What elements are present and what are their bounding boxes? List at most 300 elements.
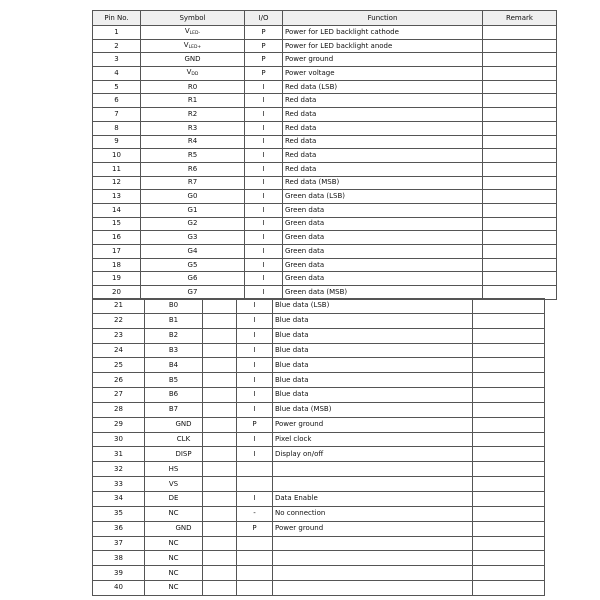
pin-number-cell: 23 [93,328,145,343]
remark-cell [473,506,545,521]
io-cell: I [237,402,273,417]
function-cell: Blue data [273,343,473,358]
symbol-text: G5 [187,260,198,269]
function-cell: Power for LED backlight anode [283,39,483,53]
io-cell: I [245,217,283,231]
spacer-cell [203,521,237,536]
symbol-cell [145,491,203,506]
remark-cell [473,462,545,477]
io-cell: I [245,176,283,190]
symbol-text: G1 [187,205,198,214]
table-row [93,313,545,328]
io-cell [237,462,273,477]
spacer-cell [203,388,237,403]
function-cell [273,581,473,596]
remark-cell [473,551,545,566]
pin-number-cell: 25 [93,358,145,373]
pin-number-cell: 16 [93,231,141,245]
function-cell: Red data [283,121,483,135]
remark-cell [473,491,545,506]
symbol-cell [145,299,203,314]
function-cell: Red data [283,94,483,108]
pin-number-cell: 29 [93,417,145,432]
symbol-cell [145,388,203,403]
symbol-cell [141,176,245,190]
table-row [93,190,557,204]
symbol-cell [145,432,203,447]
symbol-cell [145,313,203,328]
remark-cell [473,328,545,343]
remark-cell [483,245,557,259]
pin-number-cell: 14 [93,203,141,217]
spacer-cell [203,299,237,314]
pin-number-cell: 33 [93,477,145,492]
pin-number-cell: 30 [93,432,145,447]
symbol-cell [145,328,203,343]
table-row [93,343,545,358]
pin-number-cell: 9 [93,135,141,149]
table-row [93,176,557,190]
function-cell [273,462,473,477]
io-cell [237,536,273,551]
function-cell: Power for LED backlight cathode [283,26,483,40]
spacer-cell [203,373,237,388]
io-cell: P [245,67,283,81]
function-cell: Green data (LSB) [283,190,483,204]
header-function: Function [283,11,483,26]
symbol-text: G2 [187,219,198,228]
io-cell: I [237,328,273,343]
pin-number-cell: 1 [93,26,141,40]
remark-cell [473,299,545,314]
remark-cell [483,203,557,217]
spacer-cell [203,447,237,462]
io-cell: I [237,313,273,328]
function-cell: Red data (MSB) [283,176,483,190]
spacer-cell [203,581,237,596]
io-cell: I [237,373,273,388]
pin-number-cell: 13 [93,190,141,204]
function-cell: No connection [273,506,473,521]
io-cell [237,477,273,492]
spacer-cell [203,491,237,506]
symbol-cell [145,402,203,417]
header-remark: Remark [483,11,557,26]
function-cell [273,536,473,551]
io-cell: I [237,491,273,506]
table-row [93,149,557,163]
pin-number-cell: 7 [93,108,141,122]
symbol-text: B2 [168,331,179,340]
symbol-text: B3 [168,345,179,354]
symbol-cell [141,149,245,163]
symbol-cell [145,358,203,373]
table-row [93,67,557,81]
symbol-text: R0 [187,82,198,91]
table-row [93,217,557,231]
symbol-cell [145,447,203,462]
pin-number-cell: 5 [93,80,141,94]
table-row [93,203,557,217]
function-cell: Red data [283,149,483,163]
symbol-text: V [186,68,192,77]
symbol-subscript: DD [191,72,199,78]
pin-number-cell: 24 [93,343,145,358]
io-cell: I [245,80,283,94]
table-row [93,551,545,566]
spacer-cell [203,462,237,477]
symbol-text: R4 [187,137,198,146]
function-cell: Green data (MSB) [283,286,483,300]
io-cell: I [245,272,283,286]
remark-cell [483,231,557,245]
header-symbol: Symbol [141,11,245,26]
function-cell: Red data [283,162,483,176]
remark-cell [483,108,557,122]
pin-number-cell: 38 [93,551,145,566]
spacer-cell [203,506,237,521]
spacer-cell [203,343,237,358]
table-row [93,536,545,551]
remark-cell [473,477,545,492]
io-cell: P [237,417,273,432]
remark-cell [483,162,557,176]
function-cell: Red data (LSB) [283,80,483,94]
function-cell: Power ground [273,521,473,536]
remark-cell [473,432,545,447]
io-cell: I [237,388,273,403]
table-row [93,39,557,53]
pin-number-cell: 36 [93,521,145,536]
io-cell [237,551,273,566]
symbol-text: R7 [187,178,198,187]
symbol-cell [141,272,245,286]
table-header-row [93,11,557,26]
symbol-text: V [183,40,189,49]
spacer-cell [203,313,237,328]
io-cell: P [245,26,283,40]
symbol-cell [145,521,203,536]
pin-number-cell: 8 [93,121,141,135]
symbol-subscript: LED+ [188,44,202,50]
io-cell: I [237,343,273,358]
table-row [93,373,545,388]
symbol-text: G6 [187,274,198,283]
symbol-text: G3 [187,233,198,242]
function-cell: Blue data [273,388,473,403]
pin-number-cell: 27 [93,388,145,403]
symbol-cell [145,551,203,566]
remark-cell [483,121,557,135]
io-cell: - [237,506,273,521]
remark-cell [483,80,557,94]
remark-cell [483,94,557,108]
table-row [93,402,545,417]
pin-number-cell: 4 [93,67,141,81]
symbol-cell [145,581,203,596]
io-cell: I [237,432,273,447]
spacer-cell [203,358,237,373]
pin-number-cell: 22 [93,313,145,328]
function-cell [273,477,473,492]
symbol-text: G4 [187,246,198,255]
function-cell: Red data [283,108,483,122]
pin-number-cell: 19 [93,272,141,286]
pin-number-cell: 12 [93,176,141,190]
function-cell: Pixel clock [273,432,473,447]
symbol-text: G7 [187,287,198,296]
function-cell: Power ground [283,53,483,67]
table-row [93,432,545,447]
table-row [93,477,545,492]
spacer-cell [203,417,237,432]
io-cell: I [245,190,283,204]
header-io: I/O [245,11,283,26]
function-cell [273,566,473,581]
pin-number-cell: 21 [93,299,145,314]
symbol-cell [145,566,203,581]
remark-cell [483,39,557,53]
function-cell: Blue data [273,313,473,328]
table-row [93,94,557,108]
symbol-cell [141,80,245,94]
symbol-subscript: LED- [189,31,201,37]
pin-number-cell: 35 [93,506,145,521]
io-cell: P [245,53,283,67]
symbol-text: R1 [187,96,198,105]
symbol-text: B0 [168,301,179,310]
symbol-cell [141,162,245,176]
symbol-cell [141,258,245,272]
remark-cell [483,149,557,163]
table-row [93,231,557,245]
symbol-text: CLK [176,435,191,444]
function-cell [273,551,473,566]
table-row [93,521,545,536]
remark-cell [473,358,545,373]
pin-number-cell: 18 [93,258,141,272]
function-cell: Blue data [273,373,473,388]
table-row [93,506,545,521]
table-row [93,358,545,373]
symbol-cell [141,53,245,67]
io-cell: I [237,447,273,462]
symbol-text: NC [168,509,179,518]
remark-cell [473,521,545,536]
io-cell: I [245,286,283,300]
table-row [93,53,557,67]
symbol-cell [145,343,203,358]
symbol-text: B1 [168,316,179,325]
remark-cell [473,343,545,358]
symbol-text: DISP [175,449,192,458]
symbol-cell [145,536,203,551]
pin-number-cell: 40 [93,581,145,596]
remark-cell [473,581,545,596]
pin-number-cell: 10 [93,149,141,163]
table-row [93,417,545,432]
table-row [93,299,545,314]
table-row [93,566,545,581]
io-cell: I [245,245,283,259]
pin-number-cell: 34 [93,491,145,506]
table-row [93,80,557,94]
remark-cell [473,388,545,403]
symbol-text: R2 [187,109,198,118]
io-cell: I [245,121,283,135]
table-row [93,121,557,135]
remark-cell [483,217,557,231]
io-cell: I [245,203,283,217]
io-cell: I [245,108,283,122]
symbol-cell [141,217,245,231]
table-row [93,258,557,272]
remark-cell [473,417,545,432]
table-row [93,388,545,403]
pin-number-cell: 15 [93,217,141,231]
symbol-cell [141,94,245,108]
remark-cell [473,536,545,551]
symbol-text: DE [168,494,179,503]
symbol-cell [141,108,245,122]
pin-number-cell: 6 [93,94,141,108]
table-row [93,245,557,259]
pin-number-cell: 2 [93,39,141,53]
symbol-cell [145,373,203,388]
symbol-cell [145,462,203,477]
symbol-text: GND [184,55,201,64]
function-cell: Green data [283,203,483,217]
symbol-cell [141,203,245,217]
pin-number-cell: 37 [93,536,145,551]
table-row [93,447,545,462]
symbol-cell [141,245,245,259]
spacer-cell [203,477,237,492]
remark-cell [483,67,557,81]
io-cell: I [245,231,283,245]
symbol-text: B6 [168,390,179,399]
io-cell: I [245,149,283,163]
io-cell: I [245,94,283,108]
function-cell: Data Enable [273,491,473,506]
remark-cell [473,313,545,328]
remark-cell [483,258,557,272]
io-cell: P [237,521,273,536]
table-row [93,135,557,149]
symbol-cell [141,121,245,135]
symbol-cell [141,190,245,204]
remark-cell [483,53,557,67]
pin-number-cell: 28 [93,402,145,417]
table-row [93,581,545,596]
table-row [93,462,545,477]
symbol-text: GND [175,524,192,533]
table-row [93,328,545,343]
pin-number-cell: 26 [93,373,145,388]
function-cell: Blue data (MSB) [273,402,473,417]
io-cell: I [245,162,283,176]
symbol-cell [141,135,245,149]
function-cell: Blue data [273,358,473,373]
spacer-cell [203,432,237,447]
function-cell: Blue data (LSB) [273,299,473,314]
function-cell: Power ground [273,417,473,432]
remark-cell [483,26,557,40]
function-cell: Blue data [273,328,473,343]
table-row [93,108,557,122]
symbol-text: VS [168,479,179,488]
pin-number-cell: 31 [93,447,145,462]
pin-table-part-2 [92,298,545,596]
io-cell [237,566,273,581]
symbol-text: NC [168,568,179,577]
function-cell: Red data [283,135,483,149]
symbol-text: GND [175,420,192,429]
io-cell: I [245,258,283,272]
symbol-cell [141,26,245,40]
symbol-text: NC [168,553,179,562]
symbol-text: B4 [168,360,179,369]
function-cell: Green data [283,272,483,286]
table-row [93,272,557,286]
pin-number-cell: 20 [93,286,141,300]
table-row [93,491,545,506]
symbol-cell [141,39,245,53]
symbol-text: G0 [187,192,198,201]
symbol-text: B7 [168,405,179,414]
symbol-text: HS [168,464,179,473]
symbol-cell [141,67,245,81]
symbol-text: R3 [187,123,198,132]
remark-cell [483,135,557,149]
function-cell: Green data [283,258,483,272]
symbol-cell [145,417,203,432]
io-cell [237,581,273,596]
remark-cell [473,447,545,462]
pin-number-cell: 3 [93,53,141,67]
pin-number-cell: 39 [93,566,145,581]
pin-number-cell: 32 [93,462,145,477]
spacer-cell [203,536,237,551]
remark-cell [483,176,557,190]
function-cell: Green data [283,231,483,245]
spacer-cell [203,402,237,417]
symbol-text: R5 [187,151,198,160]
spacer-cell [203,566,237,581]
pin-number-cell: 11 [93,162,141,176]
table-row [93,26,557,40]
io-cell: I [237,358,273,373]
symbol-text: V [184,27,190,36]
remark-cell [483,190,557,204]
io-cell: P [245,39,283,53]
function-cell: Green data [283,217,483,231]
symbol-text: R6 [187,164,198,173]
symbol-text: NC [168,583,179,592]
header-pin-no: Pin No. [93,11,141,26]
pin-number-cell: 17 [93,245,141,259]
pin-table-part-1 [92,10,557,300]
io-cell: I [237,299,273,314]
function-cell: Power voltage [283,67,483,81]
remark-cell [483,272,557,286]
symbol-text: B5 [168,375,179,384]
remark-cell [473,402,545,417]
symbol-cell [141,231,245,245]
io-cell: I [245,135,283,149]
spacer-cell [203,551,237,566]
remark-cell [473,566,545,581]
